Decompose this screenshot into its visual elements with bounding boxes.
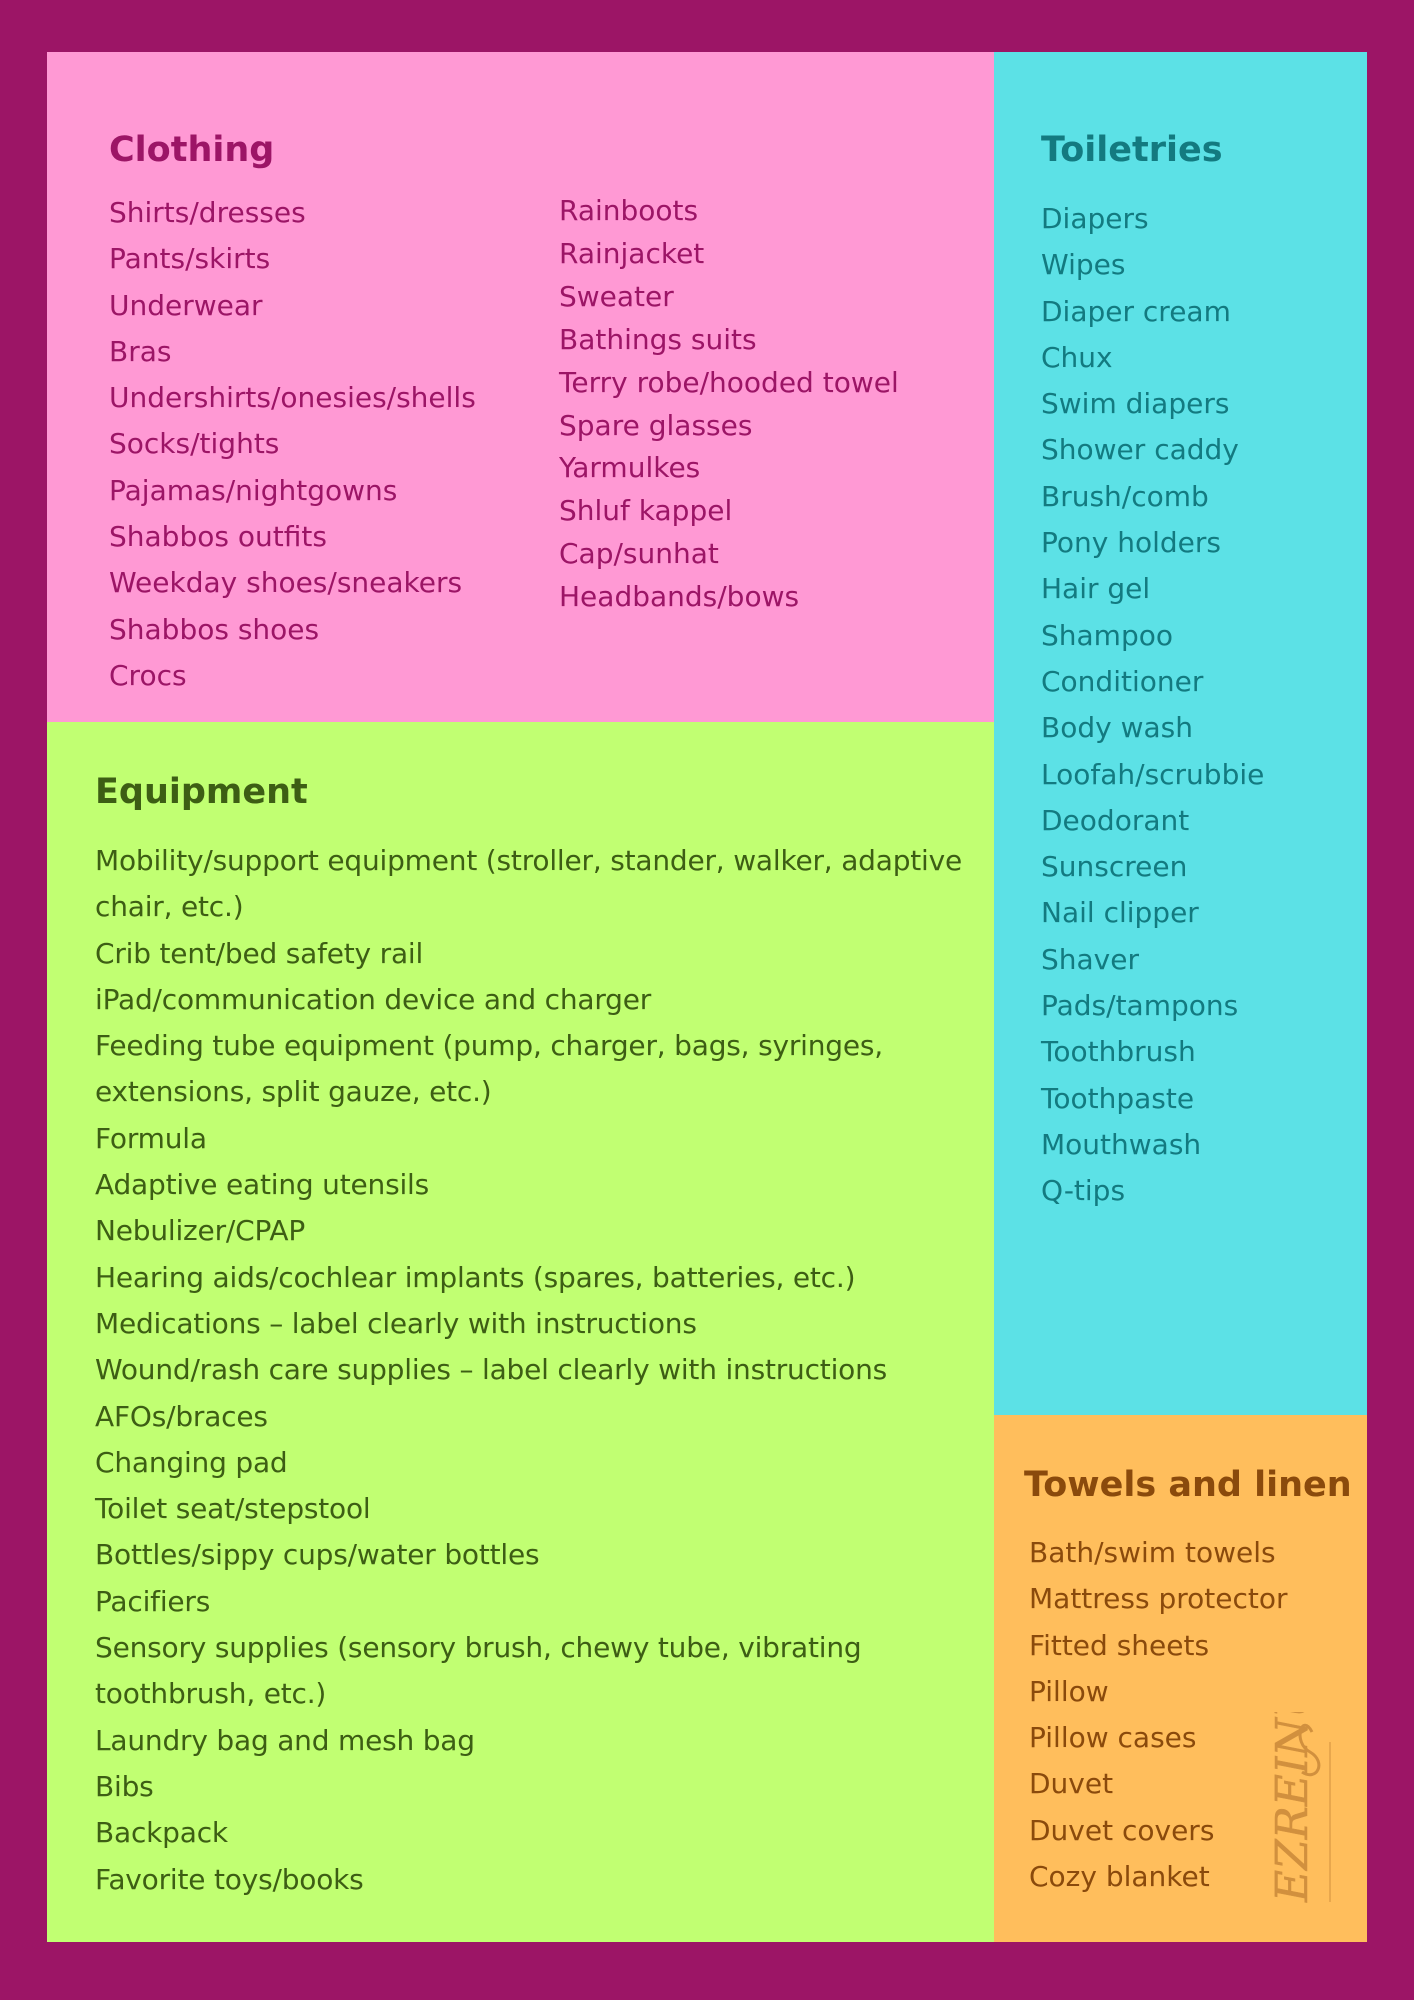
equipment-item: Toilet seat/stepstool xyxy=(95,1492,371,1526)
clothing-panel xyxy=(47,52,994,722)
clothing-item: Socks/tights xyxy=(109,427,280,461)
equipment-item: Bottles/sippy cups/water bottles xyxy=(95,1538,540,1572)
equipment-item: Pacifiers xyxy=(95,1584,211,1618)
clothing-item: Rainjacket xyxy=(559,236,705,270)
towels-item: Cozy blanket xyxy=(1029,1860,1210,1894)
equipment-list xyxy=(95,838,975,1903)
toiletries-item: Sunscreen xyxy=(1041,850,1188,884)
equipment-item: Nebulizer/CPAP xyxy=(95,1214,306,1248)
towels-panel xyxy=(994,1415,1367,1942)
clothing-item: Shluf kappel xyxy=(559,494,733,528)
clothing-item: Spare glasses xyxy=(559,408,753,442)
toiletries-item: Pony holders xyxy=(1041,526,1221,560)
toiletries-item: Q-tips xyxy=(1041,1174,1126,1208)
equipment-item: Hearing aids/cochlear implants (spares, batteries, etc.) xyxy=(95,1260,856,1294)
toiletries-heading: Toiletries xyxy=(1041,130,1223,170)
clothing-list-col2 xyxy=(559,190,899,619)
clothing-item: Bathings suits xyxy=(559,322,757,356)
equipment-item: AFOs/braces xyxy=(95,1399,268,1433)
toiletries-item: Diaper cream xyxy=(1041,294,1231,328)
clothing-item: Bras xyxy=(109,334,172,368)
equipment-item: Laundry bag and mesh bag xyxy=(95,1723,475,1757)
clothing-item: Terry robe/hooded towel xyxy=(559,365,899,399)
clothing-item: Rainboots xyxy=(559,194,699,227)
towels-item: Pillow xyxy=(1029,1674,1109,1708)
clothing-heading: Clothing xyxy=(109,130,275,170)
clothing-item: Headbands/bows xyxy=(559,580,800,614)
equipment-item: Formula xyxy=(95,1121,207,1155)
clothing-item: Shabbos shoes xyxy=(109,612,320,646)
equipment-item: Adaptive eating utensils xyxy=(95,1168,430,1202)
toiletries-item: Loofah/scrubbie xyxy=(1041,757,1265,791)
equipment-item: Sensory supplies (sensory brush, chewy tube, vibrating toothbrush, etc.) xyxy=(95,1631,862,1711)
equipment-item: Wound/rash care supplies – label clearly with instructions xyxy=(95,1353,888,1387)
equipment-item: Mobility/support equipment (stroller, stander, walker, adaptive chair, etc.) xyxy=(95,844,963,924)
equipment-item: Backpack xyxy=(95,1816,228,1850)
toiletries-item: Shampoo xyxy=(1041,618,1173,652)
toiletries-item: Deodorant xyxy=(1041,803,1190,837)
toiletries-item: Wipes xyxy=(1041,248,1126,282)
toiletries-item: Mouthwash xyxy=(1041,1127,1202,1161)
toiletries-item: Swim diapers xyxy=(1041,387,1230,421)
equipment-item: Bibs xyxy=(95,1769,154,1803)
toiletries-panel xyxy=(994,52,1367,1415)
toiletries-item: Shower caddy xyxy=(1041,433,1239,467)
equipment-item: Medications – label clearly with instructions xyxy=(95,1306,697,1340)
toiletries-item: Toothbrush xyxy=(1041,1035,1196,1069)
toiletries-item: Body wash xyxy=(1041,711,1193,745)
clothing-item: Shirts/dresses xyxy=(109,196,306,229)
towels-item: Duvet xyxy=(1029,1767,1114,1801)
svg-text:EZREINU: EZREINU xyxy=(1272,1712,1318,1902)
equipment-item: Changing pad xyxy=(95,1445,288,1479)
towels-item: Bath/swim towels xyxy=(1029,1536,1276,1569)
towels-item: Duvet covers xyxy=(1029,1813,1215,1847)
toiletries-item: Toothpaste xyxy=(1041,1081,1195,1115)
toiletries-item: Diapers xyxy=(1041,202,1149,235)
toiletries-item: Nail clipper xyxy=(1041,896,1199,930)
toiletries-item: Hair gel xyxy=(1041,572,1151,606)
towels-list xyxy=(1029,1530,1288,1900)
toiletries-item: Shaver xyxy=(1041,942,1139,976)
towels-item: Fitted sheets xyxy=(1029,1628,1210,1662)
clothing-item: Underwear xyxy=(109,288,263,322)
clothing-item: Pajamas/nightgowns xyxy=(109,473,398,507)
clothing-item: Yarmulkes xyxy=(559,451,701,485)
towels-item: Mattress protector xyxy=(1029,1582,1288,1616)
clothing-item: Shabbos outfits xyxy=(109,520,327,554)
toiletries-item: Pads/tampons xyxy=(1041,989,1239,1023)
ezreinu-logo-icon xyxy=(1272,1712,1342,1912)
equipment-item: iPad/communication device and charger xyxy=(95,982,652,1016)
clothing-item: Pants/skirts xyxy=(109,242,271,276)
toiletries-list xyxy=(1041,196,1264,1215)
clothing-item: Weekday shoes/sneakers xyxy=(109,566,463,600)
equipment-item: Feeding tube equipment (pump, charger, bags, syringes, extensions, split gauze, etc.) xyxy=(95,1029,883,1109)
towels-heading: Towels and linen xyxy=(1024,1465,1352,1505)
clothing-list-col1 xyxy=(109,190,476,699)
toiletries-item: Brush/comb xyxy=(1041,479,1209,513)
clothing-item: Sweater xyxy=(559,279,674,313)
towels-item: Pillow cases xyxy=(1029,1721,1197,1755)
toiletries-item: Conditioner xyxy=(1041,664,1204,698)
equipment-heading: Equipment xyxy=(95,772,308,812)
clothing-item: Undershirts/onesies/shells xyxy=(109,381,476,415)
toiletries-item: Chux xyxy=(1041,340,1113,374)
equipment-item: Favorite toys/books xyxy=(95,1862,364,1896)
clothing-item: Cap/sunhat xyxy=(559,537,719,571)
equipment-panel xyxy=(47,722,994,1942)
equipment-item: Crib tent/bed safety rail xyxy=(95,936,424,970)
clothing-item: Crocs xyxy=(109,658,187,692)
